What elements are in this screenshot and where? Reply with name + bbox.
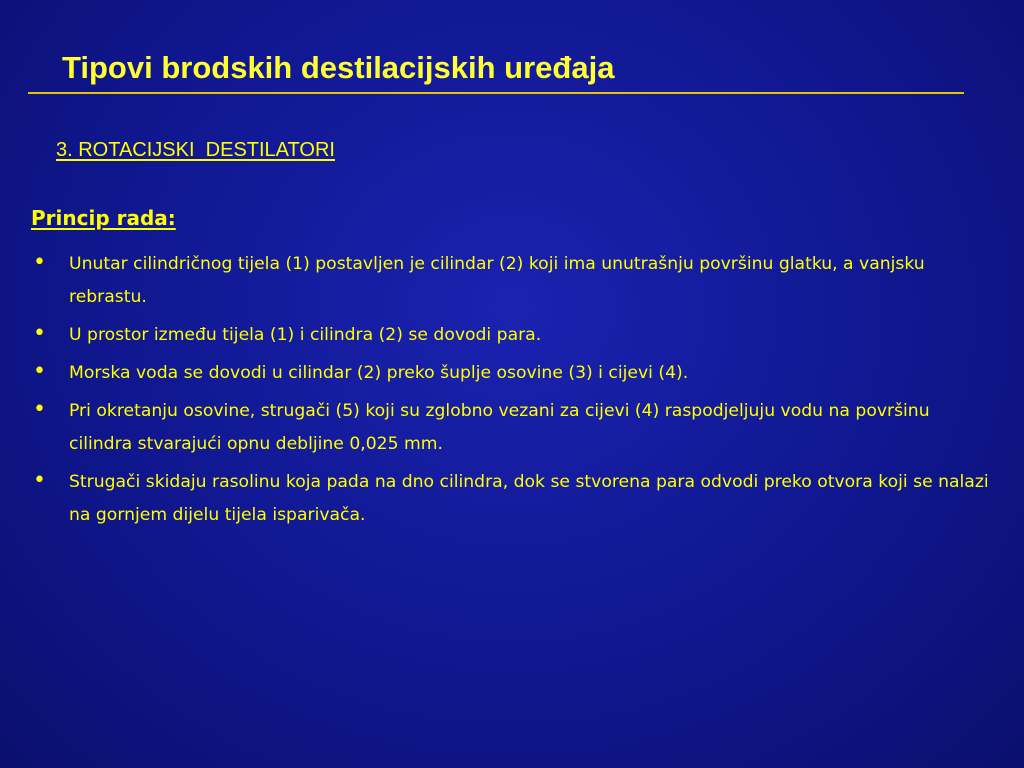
bullet-item (31, 248, 991, 314)
bullet-list (31, 248, 991, 537)
section-heading: Princip rada: (31, 206, 176, 230)
bullet-item (31, 395, 991, 461)
bullet-item (31, 357, 991, 390)
bullet-text: Pri okretanju osovine, strugači (5) koji su zglobno vezani za cijevi (4) raspodjeljuju vodu na površinu cilindra stvarajući opnu debljine 0,025 mm. (69, 401, 930, 454)
bullet-dot-icon: • (33, 321, 46, 346)
bullet-item (31, 466, 991, 532)
bullet-text: Unutar cilindričnog tijela (1) postavljen je cilindar (2) koji ima unutrašnju površinu glatku, a vanjsku rebrastu. (69, 254, 925, 307)
slide-title: Tipovi brodskih destilacijskih uređaja (62, 50, 615, 85)
bullet-text: Strugači skidaju rasolinu koja pada na dno cilindra, dok se stvorena para odvodi preko otvora koji se nalazi na gornjem dijelu tijela isparivača. (69, 472, 989, 525)
bullet-dot-icon: • (33, 397, 46, 422)
bullet-item (31, 319, 991, 352)
bullet-dot-icon: • (33, 468, 46, 493)
slide-subtitle: 3. ROTACIJSKI DESTILATORI (56, 139, 335, 161)
bullet-dot-icon: • (33, 359, 46, 384)
bullet-text: Morska voda se dovodi u cilindar (2) preko šuplje osovine (3) i cijevi (4). (69, 363, 689, 383)
bullet-text: U prostor između tijela (1) i cilindra (2) se dovodi para. (69, 325, 542, 345)
bullet-dot-icon: • (33, 250, 46, 275)
title-underline-rule (28, 92, 964, 94)
